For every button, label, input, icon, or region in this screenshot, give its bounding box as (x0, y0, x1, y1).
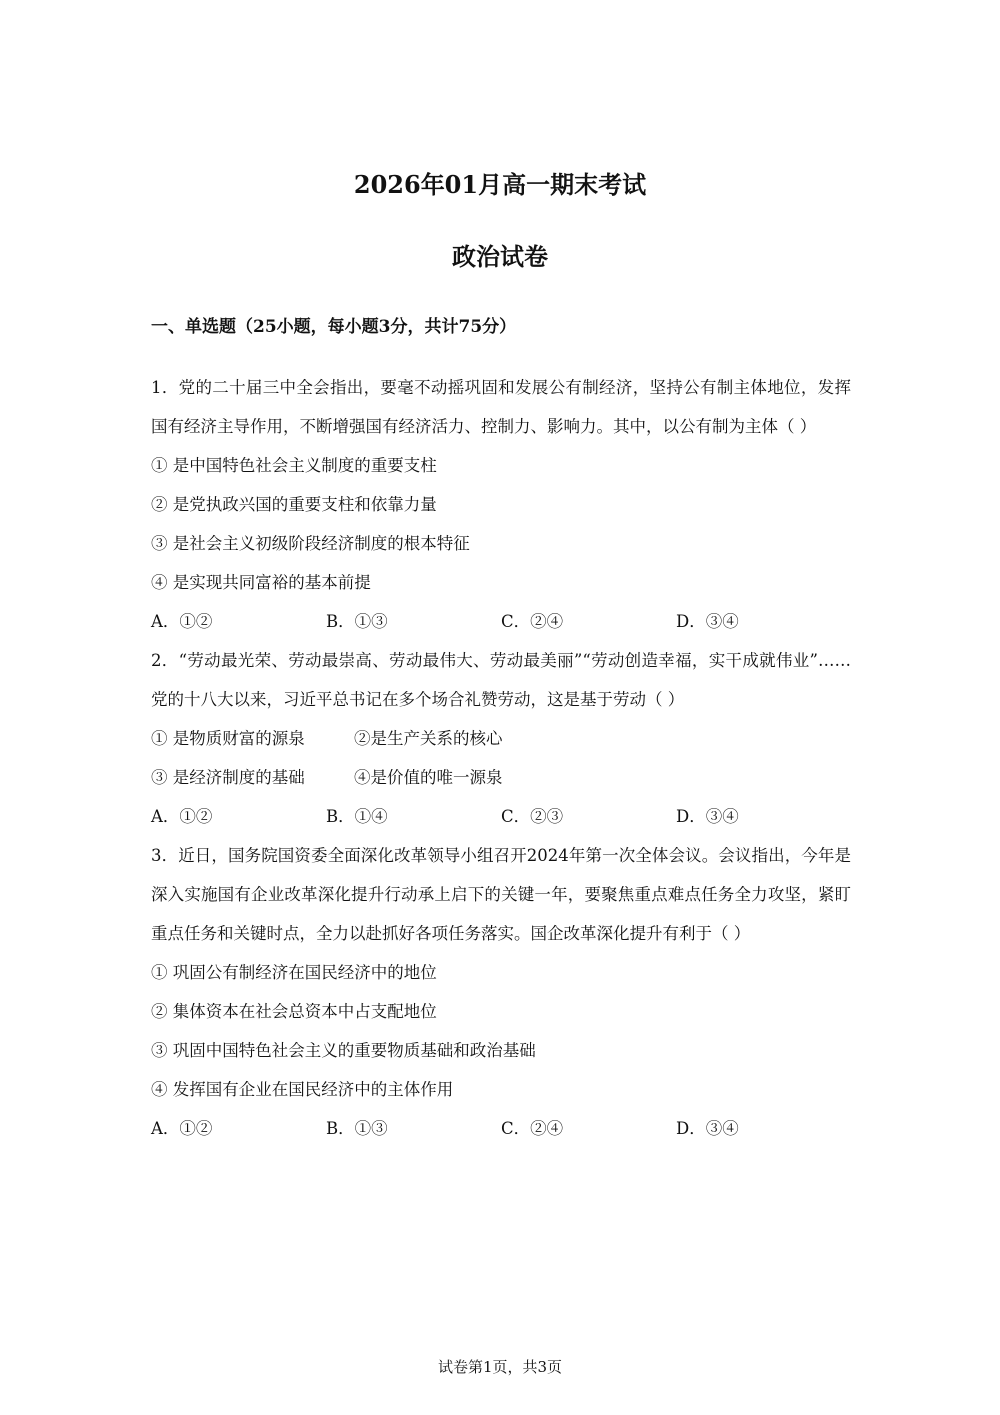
question-stem: 2．“劳动最光荣、劳动最崇高、劳动最伟大、劳动最美丽”“劳动创造幸福，实干成就伟业”……党的十八大以来，习近平总书记在多个场合礼赞劳动，这是基于劳动（ ） (151, 651, 851, 709)
question-2 (151, 641, 851, 836)
page-footer: 试卷第1页，共3页 (437, 1358, 563, 1376)
question-3 (151, 836, 851, 1148)
statement: ③ 巩固中国特色社会主义的重要物质基础和政治基础 (151, 1041, 536, 1060)
statement: ④ 发挥国有企业在国民经济中的主体作用 (151, 1080, 454, 1099)
statement: ②是生产关系的核心 (354, 729, 503, 748)
option-a[interactable]: A．①② (151, 612, 213, 631)
option-d[interactable]: D．③④ (676, 807, 739, 826)
section-heading: 一、单选题（25小题，每小题3分，共计75分） (151, 317, 517, 337)
question-stem: 1．党的二十届三中全会指出，要毫不动摇巩固和发展公有制经济，坚持公有制主体地位，发挥国有经济主导作用，不断增强国有经济活力、控制力、影响力。其中，以公有制为主体（ ） (151, 378, 851, 436)
option-a[interactable]: A．①② (151, 1119, 213, 1138)
answer-options (151, 797, 851, 836)
statement: ④ 是实现共同富裕的基本前提 (151, 573, 371, 592)
statement: ① 巩固公有制经济在国民经济中的地位 (151, 963, 437, 982)
option-a[interactable]: A．①② (151, 807, 213, 826)
exam-subtitle: 政治试卷 (452, 242, 548, 271)
exam-title: 2026年01月高一期末考试 (353, 170, 647, 199)
statement: ② 集体资本在社会总资本中占支配地位 (151, 1002, 437, 1021)
question-1 (151, 368, 851, 641)
question-stem: 3．近日，国务院国资委全面深化改革领导小组召开2024年第一次全体会议。会议指出，今年是深入实施国有企业改革深化提升行动承上启下的关键一年，要聚焦重点难点任务全力攻坚，紧盯重点任务和关键时点，全力以赴抓好各项任务落实。国企改革深化提升有利于（ ） (151, 846, 851, 943)
option-b[interactable]: B．①③ (326, 1119, 388, 1138)
option-b[interactable]: B．①④ (326, 807, 388, 826)
answer-options (151, 1109, 851, 1148)
option-c[interactable]: C．②④ (501, 612, 564, 631)
option-b[interactable]: B．①③ (326, 612, 388, 631)
option-c[interactable]: C．②④ (501, 1119, 564, 1138)
option-d[interactable]: D．③④ (676, 1119, 739, 1138)
statement: ③ 是社会主义初级阶段经济制度的根本特征 (151, 534, 470, 553)
statement: ② 是党执政兴国的重要支柱和依靠力量 (151, 495, 437, 514)
option-c[interactable]: C．②③ (501, 807, 564, 826)
statement: ④是价值的唯一源泉 (354, 768, 503, 787)
statement-row (151, 758, 851, 797)
statement: ③ 是经济制度的基础 (151, 768, 305, 787)
statement: ① 是物质财富的源泉 (151, 729, 305, 748)
statement-row (151, 719, 851, 758)
option-d[interactable]: D．③④ (676, 612, 739, 631)
statement: ① 是中国特色社会主义制度的重要支柱 (151, 456, 437, 475)
answer-options (151, 602, 851, 641)
questions-container (151, 368, 851, 1148)
